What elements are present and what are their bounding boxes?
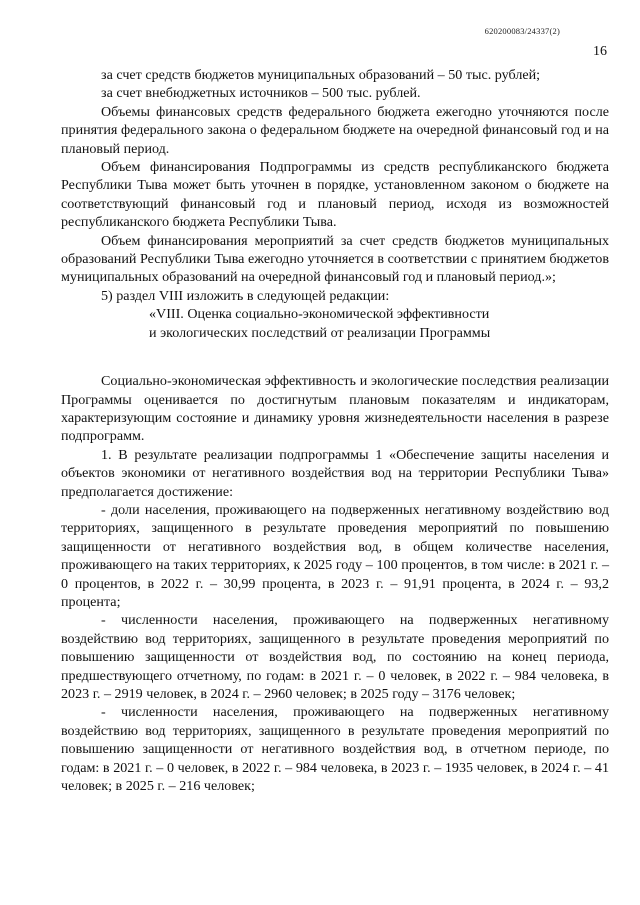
paragraph-section-amendment: 5) раздел VIII изложить в следующей редакции:	[101, 287, 390, 304]
paragraph-municipal-funding: Объем финансирования мероприятий за счет средств бюджетов муниципальных образований Республики Тыва ежегодно уточняется в соответствии с принятием бюджетов муниципальных образований на очередной финансовый год и плановый период.»;	[61, 232, 609, 286]
list-item-population-reporting-period: - численности населения, проживающего на подверженных негативному воздействию вод территориях, защищенного в результате проведения мероприятий по повышению защищенности от негативного воздействия вод, в отчетном периоде, по годам: в 2021 г. – 0 человек, в 2022 г. – 984 человека, в 2023 г. – 1935 человек, в 2024 г. – 41 человек; в 2025 г. – 216 человек;	[61, 704, 609, 795]
paragraph-federal-budget: Объемы финансовых средств федерального бюджета ежегодно уточняются после принятия федерального закона о федеральном бюджете на очередной финансовый год и на плановый период.	[61, 103, 609, 157]
list-item-population-end-period: - численности населения, проживающего на подверженных негативному воздействию вод территориях, защищенного в результате проведения мероприятий по повышению защищенности от воздействия вод, по состоянию на конец периода, предшествующего отчетному, по годам: в 2021 г. – 0 человек, в 2022 г. – 984 человека, в 2023 г. – 2919 человек, в 2024 г. – 2960 человек; в 2025 году – 3176 человек;	[61, 612, 609, 702]
list-item-population-share: - доли населения, проживающего на подверженных негативному воздействию вод территориях, защищенного в результате проведения мероприятий по повышению защищенности от негативного воздействия вод, в общем количестве населения, проживающего на таких территориях, к 2025 году – 100 процентов, в том числе: в 2021 г. – 0 процентов, в 2022 г. – 30,99 процента, в 2023 г. – 91,91 процента, в 2024 г. – 93,2 процента;	[61, 501, 609, 610]
section-heading-line1: «VIII. Оценка социально-экономической эффективности	[149, 306, 490, 323]
section-heading-line2: и экологических последствий от реализации Программы	[149, 324, 491, 341]
paragraph-extrabudget: за счет внебюджетных источников – 500 тыс. рублей.	[101, 85, 421, 102]
document-body	[61, 66, 609, 795]
document-code: 620200083/24337(2)	[484, 26, 560, 36]
paragraph-republic-budget: Объем финансирования Подпрограммы из средств республиканского бюджета Республики Тыва может быть уточнен в порядке, установленном законом о бюджете на соответствующий финансовый год и плановый период, исходя из возможностей республиканского бюджета Республики Тыва.	[61, 159, 609, 231]
page-number: 16	[593, 44, 607, 59]
paragraph-subprogram-1: 1. В результате реализации подпрограммы 1 «Обеспечение защиты населения и объектов экономики от негативного воздействия вод на территории Республики Тыва» предполагается достижение:	[61, 446, 609, 500]
paragraph-local-budget: за счет средств бюджетов муниципальных образований – 50 тыс. рублей;	[101, 67, 541, 83]
paragraph-efficiency: Социально-экономическая эффективность и экологические последствия реализации Программы оценивается по достигнутым плановым показателям и индикаторам, характеризующим состояние и динамику уровня жизнедеятельности населения в разрезе подпрограмм.	[61, 373, 609, 445]
